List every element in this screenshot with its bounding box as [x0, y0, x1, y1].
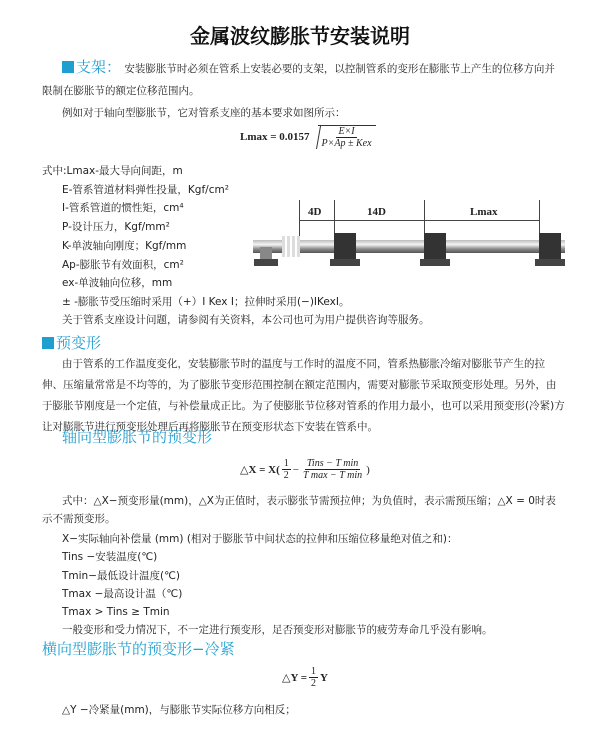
support-intro-2: 限制在膨胀节的额定位移范围内。	[42, 85, 200, 97]
def-line: Ap-膨胀节有效面积，cm²	[62, 259, 184, 271]
support-intro: 支架： 安装膨胀节时必须在管系上安装必要的支架，以控制管系的变形在膨胀节上产生的位移方向并	[62, 60, 555, 76]
anchor-base	[254, 259, 278, 266]
def-line: 式中:Lmax-最大导向间距，m	[42, 165, 183, 177]
def-line: K-单波轴向刚度；Kgf/mm	[62, 240, 187, 252]
dimension-baseline	[299, 220, 539, 221]
paragraph-line: 由于管系的工作温度变化，安装膨胀节时的温度与工作时的温度不同，管系热膨胀冷缩对膨胀节产生的拉	[62, 358, 545, 370]
def-line: 一般变形和受力情况下，不一定进行预变形，足否预变形对膨胀节的疲劳寿命几乎没有影响。	[62, 624, 493, 636]
support-heading: 支架：	[62, 58, 121, 76]
dimension-line	[334, 200, 335, 234]
paragraph-line: 让对膨胀节进行预变形处理后再将膨胀节在预变形状态下安装在管系中。	[42, 421, 378, 433]
anchor-block	[260, 247, 272, 259]
dimension-line	[539, 200, 540, 234]
predeform-heading: 预变形	[42, 334, 101, 352]
axial-heading: 轴向型膨胀节的预变形	[62, 428, 213, 446]
def-line: ex-单波轴向位移，mm	[62, 277, 173, 289]
def-line: 式中：△X−预变形量(mm)，△X为正值时，表示膨张节需预拉伸；为负值时，表示需预压缩；△X = 0时表	[62, 495, 556, 507]
dimension-line	[424, 200, 425, 234]
def-line: E-管系管道材料弹性投量，Kgf/cm²	[62, 184, 229, 196]
square-bullet-icon	[42, 337, 54, 349]
def-line: Tmax −最高设计温（℃)	[62, 588, 183, 600]
guide-base	[535, 259, 565, 266]
axial-formula: △X = X( $\frac{1}{2}$ − $\frac{\text{Tins − T min}}{\text{T max − T min}}$ )	[240, 458, 370, 481]
guide-support	[424, 233, 446, 259]
guide-support	[539, 233, 561, 259]
def-line: Tmin−最低设计温度(℃)	[62, 570, 180, 582]
lmax-formula: Lmax = 0.0157 $\frac{E\times I}{\text{P×Ap ± Kex}}$	[240, 125, 376, 149]
dimension-label: 14D	[367, 206, 386, 218]
lateral-formula: △Y = $\frac{1}{2}$ Y	[282, 666, 328, 689]
def-line: 示不需预变形。	[42, 513, 116, 525]
dimension-label: Lmax	[470, 206, 498, 218]
page-title: 金属波纹膨胀节安装说明	[190, 24, 410, 48]
def-line: △Y −冷紧量(mm)，与膨胀节实际位移方向相反；	[62, 704, 296, 716]
guide-base	[420, 259, 450, 266]
dimension-label: 4D	[308, 206, 322, 218]
def-line: 关于管系支座设计问题，请参阅有关资料，本公司也可为用户提供咨询等服务。	[62, 314, 430, 326]
guide-support	[334, 233, 356, 259]
paragraph-line: 于膨胀节刚度是一个定值，与补偿量成正比。为了使膨胀节位移对管系的作用力最小，也可以采用预变形(冷紧)方	[42, 400, 565, 412]
lateral-heading: 横向型膨胀节的预变形−冷紧	[42, 640, 235, 658]
bellows	[282, 236, 300, 257]
def-line: X−实际轴向补偿量 (mm) (相对于膨胀节中间状态的拉伸和压缩位移量绝对值之和)：	[62, 533, 458, 545]
def-line: Tmax > Tins ≥ Tmin	[62, 606, 170, 618]
def-line: P-设计压力，Kgf/mm²	[62, 221, 170, 233]
paragraph-line: 伸、压缩量常常是不均等的，为了膨胀节变形范围控制在额定范围内，需要对膨胀节采取预变形处理。另外，由	[42, 379, 557, 391]
def-line: ± -膨胀节受压缩时采用（+）I Kex I；拉伸时采用(−)IKexI。	[62, 296, 350, 308]
square-bullet-icon	[62, 61, 74, 73]
guide-base	[330, 259, 360, 266]
def-line: I-管系管道的惯性矩，cm⁴	[62, 202, 184, 214]
support-example: 例如对于轴向型膨胀节，它对管系支座的基本要求如图所示：	[62, 107, 346, 119]
def-line: Tins −安装温度(℃)	[62, 551, 158, 563]
